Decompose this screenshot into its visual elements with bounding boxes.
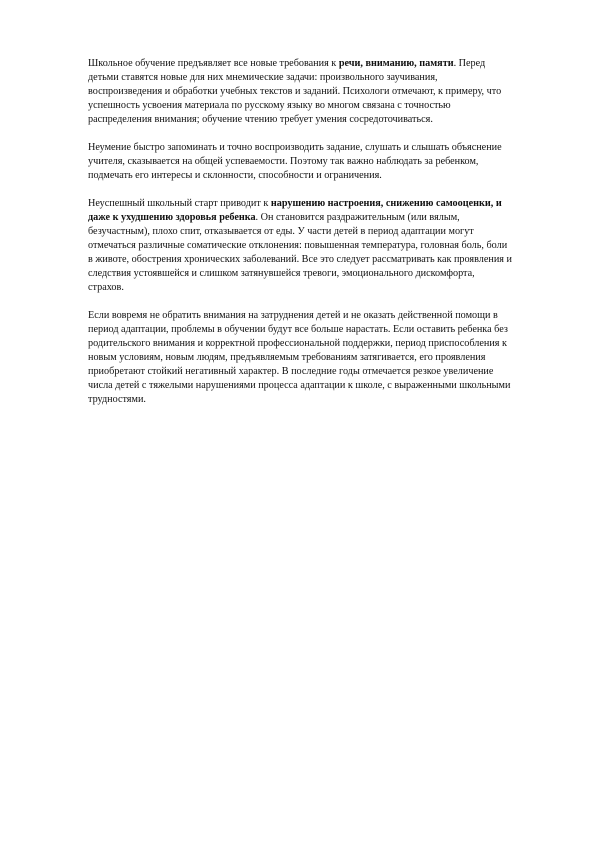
paragraph-4 [88, 309, 513, 408]
document-body [88, 57, 513, 421]
paragraph-1-text-start: Школьное обучение предъявляет все новые требования к [88, 58, 339, 69]
paragraph-1-text-end: . Перед детьми ставятся новые для них мнемические задачи: произвольного заучивания, воспроизведения и обработки учебных текстов и заданий. Психологи отмечают, к примеру, что успешность усвоения материала по русскому языку во многом связана с точностью распределения внимания; обучение чтению требует умения сосредоточиваться. [88, 58, 502, 126]
paragraph-3-emphasis: нарушению настроения, снижению самооценки, и даже к ухудшению здоровья ребенка [88, 197, 502, 223]
paragraph-4-text: Если вовремя не обратить внимания на затруднения детей и не оказать действенной помощи в период адаптации, проблемы в обучении будут все больше нарастать. Если оставить ребенка без родительского внимания и корректной профессиональной поддержки, период приспособления к новым условиям, новым людям, предъявляемым требованиям затягивается, его проявления приобретают стойкий негативный характер. В последние годы отмечается резкое увеличение числа детей с тяжелыми нарушениями процесса адаптации к школе, с выраженными школьными трудностями. [88, 309, 511, 406]
paragraph-2-text: Неумение быстро запоминать и точно воспроизводить задание, слушать и слышать объяснение учителя, сказывается на общей успеваемости. Поэтому так важно наблюдать за ребенком, подмечать его интересы и склонности, способности и ограничения. [88, 141, 502, 182]
paragraph-1-emphasis: речи, вниманию, памяти [338, 58, 454, 69]
paragraph-2 [88, 141, 513, 183]
paragraph-1 [88, 57, 513, 127]
paragraph-3-text-end: . Он становится раздражительным (или вялым, безучастным), плохо спит, отказывается от еды. У части детей в период адаптации могут отмечаться различные соматические отклонения: повышенная температура, головная боль, боли в животе, обострения хронических заболеваний. Все это следует рассматривать как проявления и следствия устоявшейся и слишком затянувшейся тревоги, эмоционального дискомфорта, страхов. [88, 211, 512, 294]
paragraph-3 [88, 197, 513, 296]
paragraph-3-text-start: Неуспешный школьный старт приводит к [88, 197, 271, 209]
